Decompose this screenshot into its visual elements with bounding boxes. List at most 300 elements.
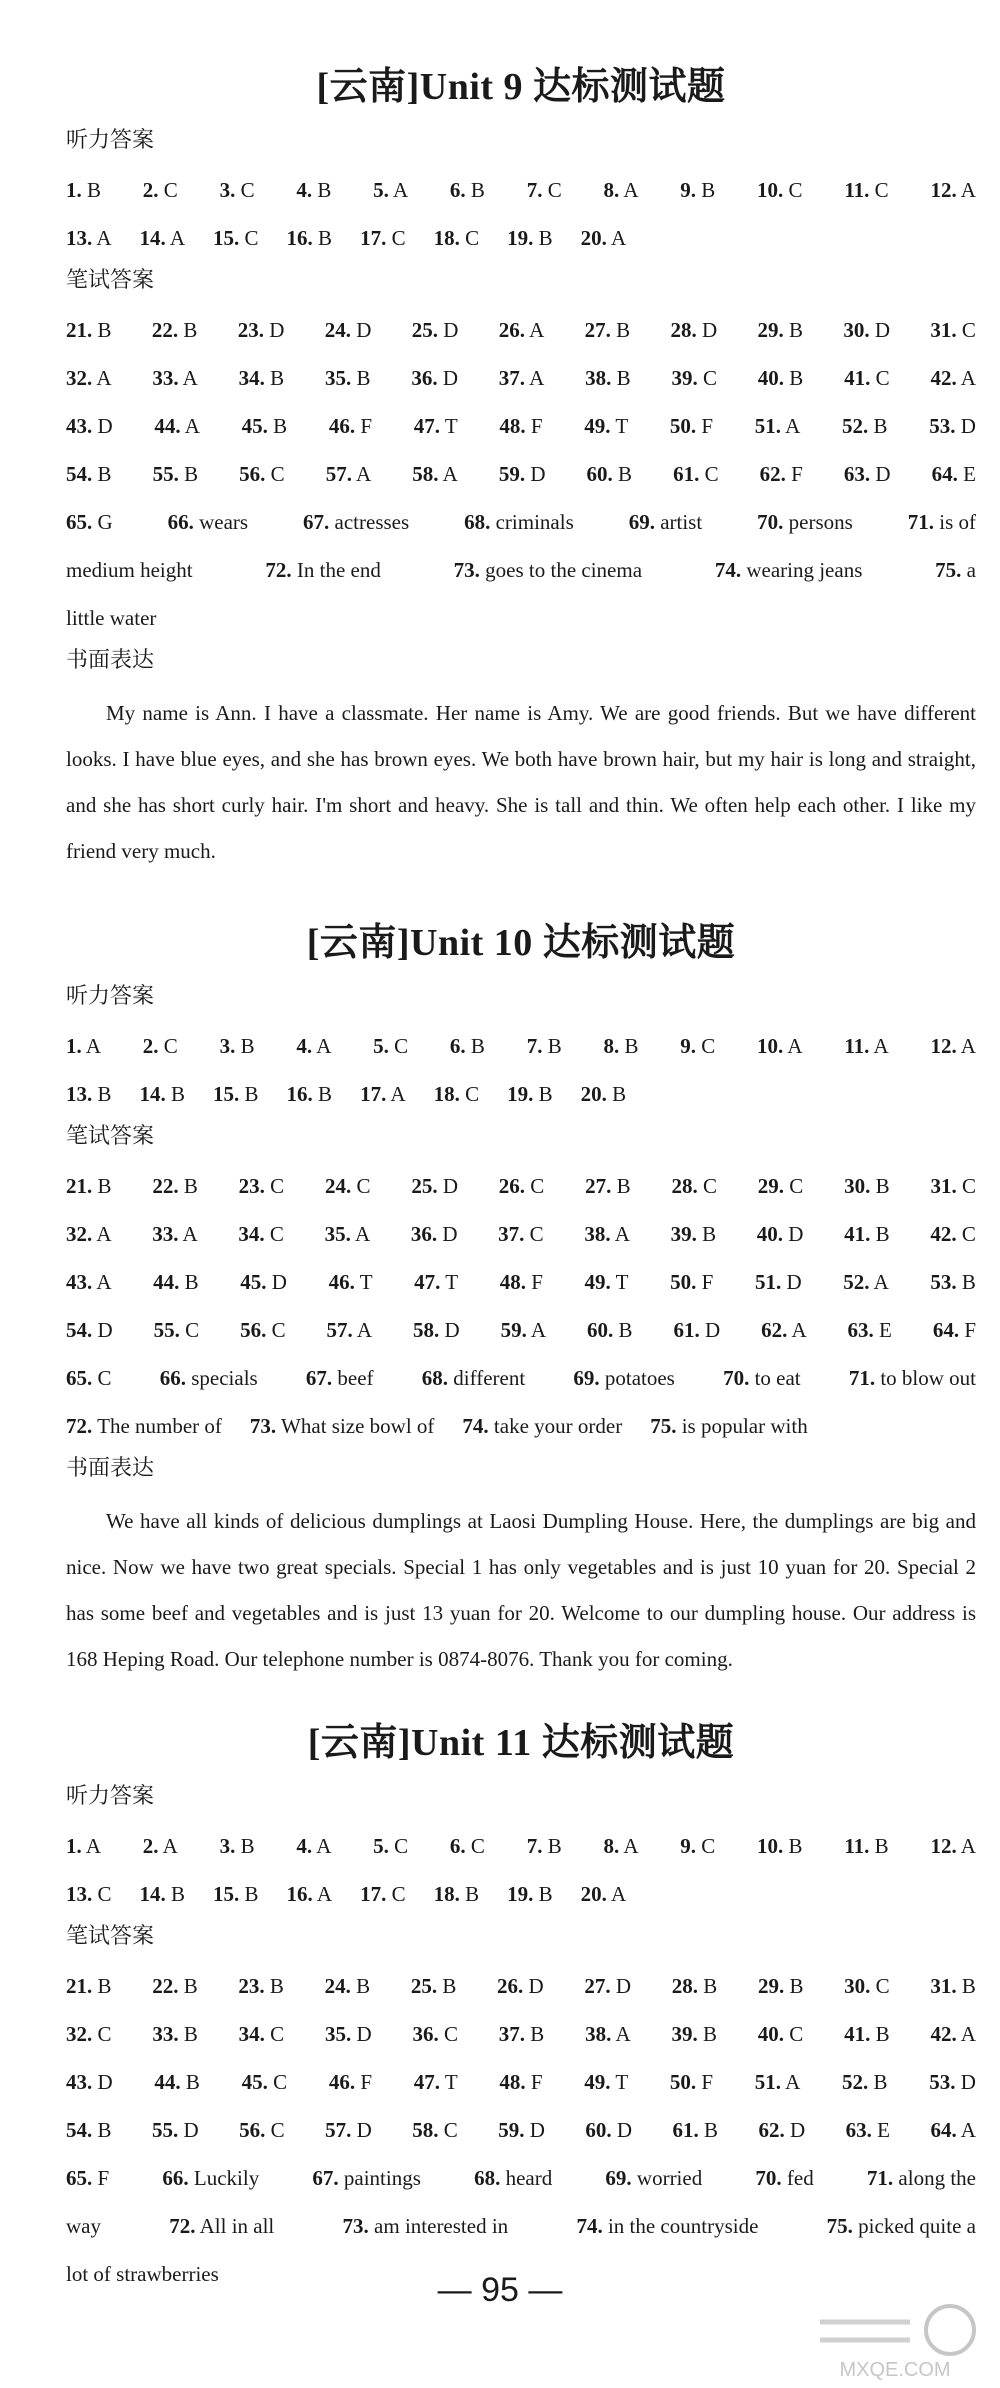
answer-value: D <box>874 318 891 342</box>
answer-value: criminals <box>495 510 574 534</box>
answer-item <box>66 2206 101 2246</box>
question-number: 14. <box>139 226 166 250</box>
answer-value: B <box>171 1882 186 1906</box>
unit-11-written-label: 笔试答案 <box>66 1924 155 1949</box>
answer-item <box>671 1166 717 1206</box>
answer-value: D <box>528 1974 544 1998</box>
answer-value: B <box>703 1974 718 1998</box>
answer-item <box>844 1966 890 2006</box>
answer-value: C <box>961 318 976 342</box>
answer-value: A <box>182 366 198 390</box>
watermark-logo-icon <box>800 2300 990 2384</box>
answer-item <box>867 2158 976 2198</box>
answer-value: F <box>97 2166 110 2190</box>
answer-value: B <box>244 1882 259 1906</box>
answer-value: D <box>529 2118 545 2142</box>
answer-item <box>760 454 803 494</box>
question-number: 1. <box>66 1834 82 1858</box>
answer-value: B <box>875 1222 890 1246</box>
answer-row <box>66 2062 976 2102</box>
answer-value: In the end <box>296 558 381 582</box>
answer-item <box>306 1358 374 1398</box>
unit-9-written-answers <box>66 310 976 638</box>
question-number: 50. <box>670 1270 697 1294</box>
answer-item <box>930 310 976 350</box>
answer-item <box>474 2158 552 2198</box>
question-number: 17. <box>360 1882 387 1906</box>
answer-value: B <box>612 1082 627 1106</box>
question-number: 70. <box>757 510 784 534</box>
question-number: 20. <box>580 1882 607 1906</box>
answer-row <box>66 1026 976 1066</box>
answer-value: C <box>704 462 719 486</box>
answer-value: A <box>169 226 186 250</box>
answer-value: C <box>465 1082 480 1106</box>
answer-item <box>757 1026 803 1066</box>
question-number: 12. <box>930 1834 957 1858</box>
question-number: 1. <box>66 178 82 202</box>
answer-row <box>66 1966 976 2006</box>
answer-item <box>325 1214 371 1254</box>
answer-item <box>360 1074 406 1114</box>
question-number: 61. <box>672 2118 699 2142</box>
question-number: 24. <box>324 318 351 342</box>
question-number: 19. <box>507 1082 534 1106</box>
question-number: 48. <box>499 2070 526 2094</box>
answer-value: A <box>960 2022 976 2046</box>
answer-value: D <box>356 2022 372 2046</box>
question-number: 37. <box>498 1222 525 1246</box>
answer-value: A <box>96 226 112 250</box>
answer-value: B <box>875 1174 890 1198</box>
answer-item <box>755 1262 802 1302</box>
answer-value: A <box>623 1834 639 1858</box>
answer-item <box>162 2158 259 2198</box>
question-number: 36. <box>410 1222 438 1246</box>
answer-value: C <box>270 2022 285 2046</box>
answer-row <box>66 454 976 494</box>
answer-value: B <box>442 1974 457 1998</box>
question-number: 52. <box>843 1270 870 1294</box>
unit-10-written-answers <box>66 1166 976 1446</box>
question-number: 71. <box>907 510 934 534</box>
question-number: 72. <box>66 1414 93 1438</box>
answer-item <box>930 1166 976 1206</box>
question-number: 56. <box>239 2118 266 2142</box>
question-number: 58. <box>412 1318 440 1342</box>
answer-item <box>66 1966 112 2006</box>
answer-value: D <box>616 2118 633 2142</box>
answer-item <box>842 2062 888 2102</box>
answer-value: lot of strawberries <box>66 2262 219 2286</box>
question-number: 45. <box>240 1270 267 1294</box>
answer-item <box>844 1826 888 1866</box>
question-number: 31. <box>930 318 957 342</box>
question-number: 47. <box>413 2070 440 2094</box>
answer-item <box>325 1966 371 2006</box>
answer-value: B <box>183 1974 198 1998</box>
question-number: 44. <box>153 1270 180 1294</box>
answer-item <box>584 406 628 446</box>
question-number: 23. <box>238 1174 265 1198</box>
answer-item <box>153 1262 199 1302</box>
answer-value: B <box>183 1174 198 1198</box>
answer-item <box>930 170 976 210</box>
answer-item <box>213 218 259 258</box>
answer-value: beef <box>337 1366 374 1390</box>
question-number: 50. <box>669 414 697 438</box>
answer-row <box>66 598 976 638</box>
unit-10-writing-label: 书面表达 <box>66 1456 155 1481</box>
question-number: 13. <box>66 226 93 250</box>
answer-value: B <box>184 462 199 486</box>
answer-value: F <box>530 414 543 438</box>
question-number: 6. <box>449 178 466 202</box>
unit-9-listening-answers <box>66 170 976 258</box>
answer-item <box>303 502 409 542</box>
question-number: 65. <box>66 510 93 534</box>
answer-item <box>757 1214 804 1254</box>
answer-item <box>329 1262 373 1302</box>
answer-value: A <box>96 1270 112 1294</box>
answer-item <box>757 170 803 210</box>
answer-value: C <box>394 1034 409 1058</box>
question-number: 40. <box>756 1222 784 1246</box>
answer-value: C <box>874 178 889 202</box>
answer-item <box>238 1966 284 2006</box>
question-number: 60. <box>586 462 613 486</box>
answer-value: way <box>66 2214 101 2238</box>
answer-value: C <box>270 462 285 486</box>
question-number: 43. <box>66 1270 93 1294</box>
question-number: 39. <box>670 1222 697 1246</box>
answer-value: artist <box>660 510 703 534</box>
question-number: 8. <box>603 1034 620 1058</box>
question-number: 69. <box>628 510 655 534</box>
answer-value: D <box>97 2070 113 2094</box>
answer-item <box>843 1262 889 1302</box>
answer-item <box>673 1310 720 1350</box>
question-number: 30. <box>844 1174 871 1198</box>
answer-row <box>66 1214 976 1254</box>
answer-value: specials <box>191 1366 258 1390</box>
question-number: 23. <box>238 1974 265 1998</box>
question-number: 55. <box>151 2118 179 2142</box>
answer-item <box>507 218 553 258</box>
question-number: 65. <box>66 2166 93 2190</box>
answer-item <box>343 2206 509 2246</box>
answer-item <box>587 454 633 494</box>
question-number: 52. <box>842 414 869 438</box>
question-number: 64. <box>932 1318 960 1342</box>
answer-item <box>143 1826 178 1866</box>
question-number: 44. <box>154 414 181 438</box>
unit-10-listening-label: 听力答案 <box>66 984 155 1009</box>
question-number: 64. <box>931 462 958 486</box>
answer-value: G <box>97 510 113 534</box>
question-number: 29. <box>757 1174 785 1198</box>
answer-item <box>296 1826 331 1866</box>
question-number: 37. <box>498 366 526 390</box>
answer-value: B <box>788 1834 803 1858</box>
answer-item <box>325 358 371 398</box>
question-number: 56. <box>239 462 266 486</box>
question-number: 23. <box>237 318 264 342</box>
question-number: 22. <box>152 1974 179 1998</box>
answer-value: B <box>873 2070 888 2094</box>
question-number: 12. <box>930 178 957 202</box>
answer-row <box>66 1406 976 1446</box>
answer-item <box>168 502 248 542</box>
question-number: 21. <box>66 1174 93 1198</box>
answer-value: B <box>789 366 804 390</box>
answer-item <box>160 1358 258 1398</box>
answer-value: B <box>185 2070 200 2094</box>
answer-item <box>238 1214 284 1254</box>
question-number: 2. <box>142 1834 159 1858</box>
answer-item <box>143 170 178 210</box>
answer-value: B <box>270 366 285 390</box>
question-number: 47. <box>414 1270 441 1294</box>
answer-value: A <box>316 1882 333 1906</box>
answer-item <box>499 310 545 350</box>
answer-item <box>680 1826 715 1866</box>
answer-item <box>66 2158 109 2198</box>
answer-value: C <box>701 1034 716 1058</box>
answer-item <box>66 1358 112 1398</box>
answer-value: A <box>316 1034 332 1058</box>
answer-value: B <box>318 226 333 250</box>
answer-item <box>239 358 285 398</box>
answer-item <box>327 1310 373 1350</box>
answer-value: B <box>183 2022 198 2046</box>
answer-item <box>414 1262 458 1302</box>
question-number: 72. <box>265 558 292 582</box>
answer-value: B <box>616 318 631 342</box>
answer-item <box>757 1826 803 1866</box>
question-number: 32. <box>66 2022 93 2046</box>
answer-value: B <box>538 1882 553 1906</box>
answer-value: D <box>356 2118 372 2142</box>
question-number: 27. <box>584 1974 611 1998</box>
answer-value: D <box>615 1974 632 1998</box>
answer-row <box>66 218 976 258</box>
answer-value: C <box>789 1174 804 1198</box>
answer-item <box>844 1026 888 1066</box>
answer-value: B <box>961 1270 976 1294</box>
answer-item <box>326 454 372 494</box>
answer-value: A <box>960 178 976 202</box>
question-number: 68. <box>421 1366 448 1390</box>
question-number: 73. <box>342 2214 369 2238</box>
question-number: 38. <box>584 1222 611 1246</box>
answer-item <box>140 1874 186 1914</box>
question-number: 71. <box>848 1366 876 1390</box>
answer-item <box>930 1214 976 1254</box>
answer-value: F <box>791 462 803 486</box>
question-number: 44. <box>154 2070 181 2094</box>
answer-value: T <box>444 2070 458 2094</box>
question-number: 26. <box>497 1974 524 1998</box>
answer-value: B <box>618 462 633 486</box>
question-number: 25. <box>410 1974 438 1998</box>
answer-item <box>360 218 406 258</box>
answer-value: C <box>269 1222 284 1246</box>
answer-item <box>239 2014 285 2054</box>
question-number: 10. <box>757 1034 784 1058</box>
answer-value: D <box>271 1270 287 1294</box>
question-number: 9. <box>680 1834 696 1858</box>
answer-item <box>715 550 863 590</box>
answer-item <box>844 2014 890 2054</box>
answer-item <box>296 1026 331 1066</box>
answer-value: B <box>704 2118 719 2142</box>
answer-item <box>498 1214 544 1254</box>
question-number: 52. <box>842 2070 869 2094</box>
answer-value: different <box>453 1366 526 1390</box>
answer-value: potatoes <box>604 1366 675 1390</box>
answer-value: D <box>444 1318 460 1342</box>
question-number: 14. <box>139 1082 166 1106</box>
answer-item <box>434 1074 480 1114</box>
answer-value: A <box>530 1318 547 1342</box>
question-number: 7. <box>526 178 543 202</box>
unit-9-title: [云南]Unit 9 达标测试题 <box>316 66 726 108</box>
answer-value: C <box>875 366 890 390</box>
answer-value: D <box>442 1174 458 1198</box>
answer-value: B <box>618 1318 633 1342</box>
question-number: 38. <box>585 2022 612 2046</box>
answer-item <box>585 1262 629 1302</box>
answer-item <box>66 1874 112 1914</box>
question-number: 7. <box>526 1834 543 1858</box>
answer-item <box>672 1966 718 2006</box>
question-number: 25. <box>411 1174 438 1198</box>
question-number: 57. <box>325 2118 352 2142</box>
answer-value: A <box>316 1834 332 1858</box>
answer-value: C <box>240 178 255 202</box>
answer-value: D <box>97 1318 113 1342</box>
question-number: 31. <box>930 1174 957 1198</box>
answer-value: C <box>961 1174 976 1198</box>
question-number: 13. <box>66 1082 93 1106</box>
answer-item <box>312 2158 421 2198</box>
answer-item <box>680 1026 715 1066</box>
answer-value: B <box>171 1082 186 1106</box>
answer-item <box>507 1074 553 1114</box>
question-number: 8. <box>603 1834 620 1858</box>
question-number: 66. <box>159 1366 186 1390</box>
answer-value: wearing jeans <box>746 558 863 582</box>
answer-value: B <box>240 1034 255 1058</box>
answer-item <box>848 1310 892 1350</box>
answer-value: B <box>183 318 198 342</box>
answer-item <box>240 1310 286 1350</box>
answer-value: What size bowl of <box>281 1414 435 1438</box>
question-number: 5. <box>373 178 389 202</box>
answer-item <box>930 1262 976 1302</box>
answer-item <box>373 170 408 210</box>
question-number: 49. <box>584 414 611 438</box>
question-number: 27. <box>585 1174 612 1198</box>
question-number: 17. <box>360 226 387 250</box>
question-number: 4. <box>296 1034 313 1058</box>
answer-value: D <box>356 318 372 342</box>
answer-value: B <box>317 178 332 202</box>
question-number: 43. <box>66 2070 93 2094</box>
question-number: 59. <box>500 1318 527 1342</box>
answer-value: D <box>97 414 113 438</box>
answer-value: D <box>442 1222 458 1246</box>
answer-item <box>670 310 717 350</box>
question-number: 22. <box>151 318 179 342</box>
answer-item <box>238 310 285 350</box>
answer-value: A <box>162 1834 178 1858</box>
answer-item <box>499 406 542 446</box>
question-number: 45. <box>241 414 268 438</box>
answer-item <box>66 2014 112 2054</box>
question-number: 37. <box>498 2022 526 2046</box>
answer-item <box>66 502 113 542</box>
answer-item <box>723 1358 801 1398</box>
answer-item <box>755 2062 801 2102</box>
answer-row <box>66 502 976 542</box>
answer-value: C <box>465 226 480 250</box>
answer-value: D <box>701 318 718 342</box>
answer-row <box>66 358 976 398</box>
unit-10-listening-answers <box>66 1026 976 1114</box>
answer-value: D <box>790 2118 806 2142</box>
question-number: 22. <box>152 1174 179 1198</box>
answer-row <box>66 1310 976 1350</box>
answer-item <box>585 1166 631 1206</box>
answer-value: E <box>879 1318 892 1342</box>
answer-value: B <box>538 226 553 250</box>
answer-item <box>843 310 890 350</box>
question-number: 41. <box>844 1222 871 1246</box>
answer-item <box>66 1826 101 1866</box>
answer-value: D <box>183 2118 199 2142</box>
answer-item <box>66 1074 112 1114</box>
answer-item <box>287 218 333 258</box>
answer-value: A <box>356 1318 373 1342</box>
answer-item <box>673 2110 719 2150</box>
answer-value: B <box>875 2022 890 2046</box>
answer-value: C <box>163 178 178 202</box>
answer-item <box>66 1406 222 1446</box>
answer-value: B <box>538 1082 553 1106</box>
answer-value: B <box>269 1974 284 1998</box>
answer-item <box>154 406 200 446</box>
unit-11-section <box>66 1718 976 2302</box>
answer-value: A <box>873 1034 889 1058</box>
answer-item <box>758 310 804 350</box>
answer-item <box>501 1310 547 1350</box>
answer-value: is of <box>939 510 976 534</box>
unit-11-listening-label: 听力答案 <box>66 1784 155 1809</box>
question-number: 46. <box>328 1270 355 1294</box>
question-number: 48. <box>499 414 526 438</box>
question-number: 18. <box>433 1882 460 1906</box>
answer-item <box>66 1310 113 1350</box>
answer-item <box>411 358 458 398</box>
answer-item <box>497 1966 544 2006</box>
question-number: 32. <box>66 366 93 390</box>
question-number: 30. <box>844 1974 871 1998</box>
question-number: 11. <box>844 1834 870 1858</box>
answer-item <box>414 2062 458 2102</box>
question-number: 2. <box>142 178 159 202</box>
